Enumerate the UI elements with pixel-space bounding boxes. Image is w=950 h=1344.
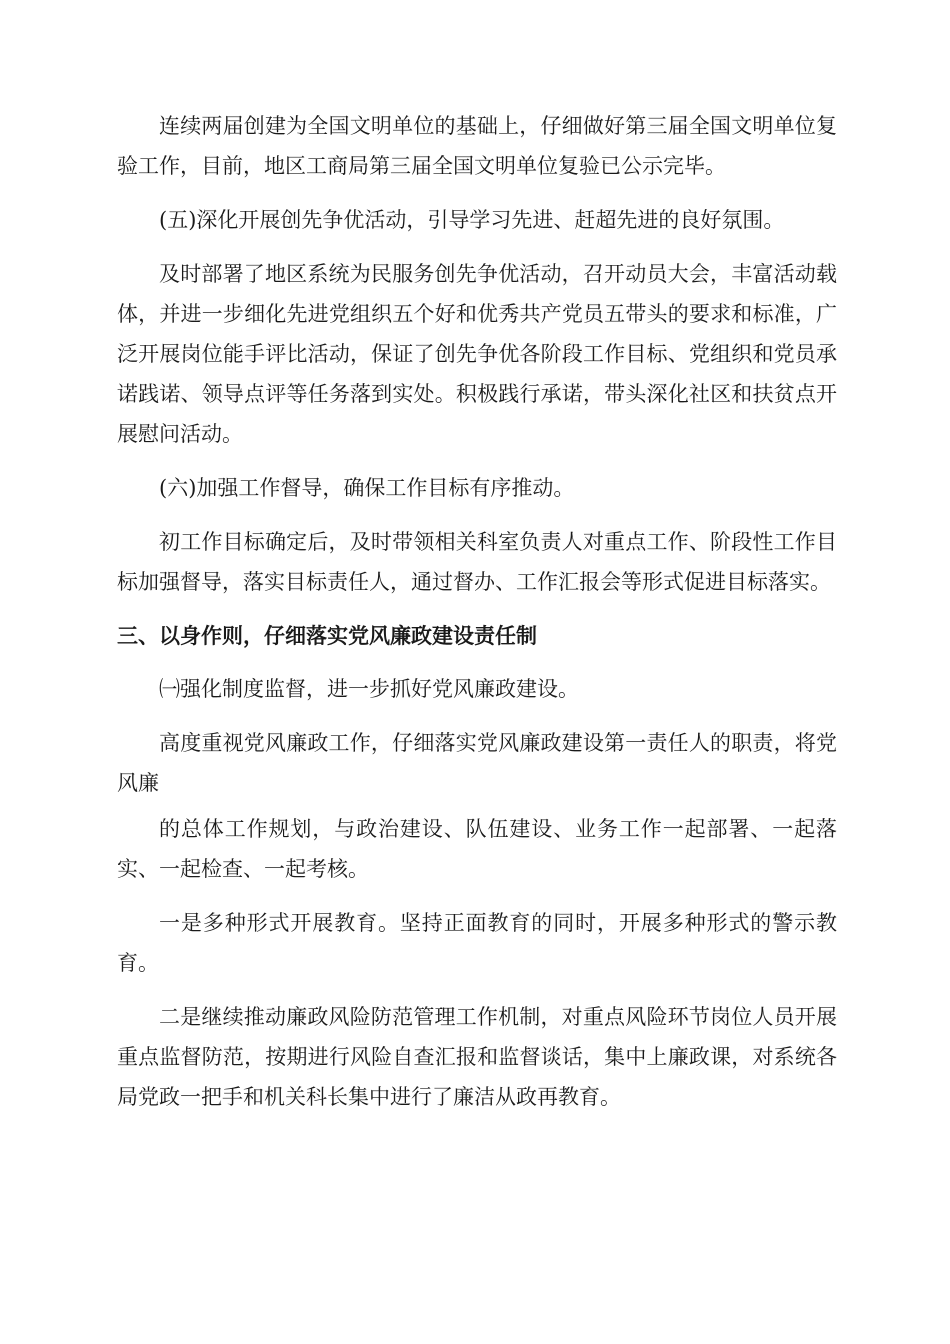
subheading-one: ㈠强化制度监督，进一步抓好党风廉政建设。 [159, 677, 579, 701]
paragraph-party-discipline: 高度重视党风廉政工作，仔细落实党风廉政建设第一责任人的职责，将党风廉 [117, 731, 837, 795]
document-body [117, 106, 837, 1131]
subheading-six: (六)加强工作督导，确保工作目标有序推动。 [159, 476, 575, 500]
section-heading-three: 三、以身作则，仔细落实党风廉政建设责任制 [117, 624, 537, 648]
paragraph-risk-prevention: 二是继续推动廉政风险防范管理工作机制，对重点风险环节岗位人员开展重点监督防范，按期进行风险自查汇报和监督谈话，集中上廉政课，对系统各局党政一把手和机关科长集中进行了廉洁从政再教育。 [117, 1005, 837, 1109]
paragraph-excellence-activity: 及时部署了地区系统为民服务创先争优活动，召开动员大会，丰富活动载体，并进一步细化先进党组织五个好和优秀共产党员五带头的要求和标准，广泛开展岗位能手评比活动，保证了创先争优各阶段工作目标、党组织和党员承诺践诺、领导点评等任务落到实处。积极践行承诺，带头深化社区和扶贫点开展慰问活动。 [117, 262, 837, 446]
paragraph-education: 一是多种形式开展教育。坚持正面教育的同时，开展多种形式的警示教育。 [117, 911, 837, 975]
paragraph-supervision: 初工作目标确定后，及时带领相关科室负责人对重点工作、阶段性工作目标加强督导，落实目标责任人，通过督办、工作汇报会等形式促进目标落实。 [117, 530, 837, 594]
paragraph-overall-plan: 的总体工作规划，与政治建设、队伍建设、业务工作一起部署、一起落实、一起检查、一起考核。 [117, 817, 837, 881]
subheading-five: (五)深化开展创先争优活动，引导学习先进、赶超先进的良好氛围。 [159, 208, 785, 232]
paragraph-civilization-review: 连续两届创建为全国文明单位的基础上，仔细做好第三届全国文明单位复验工作，目前，地区工商局第三届全国文明单位复验已公示完毕。 [117, 114, 837, 178]
